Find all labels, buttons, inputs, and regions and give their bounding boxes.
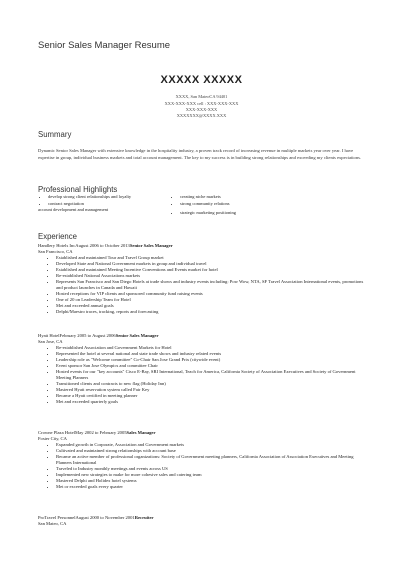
job-entry: [38, 430, 368, 490]
job-bullet: • Expanded growth in Corporate, Association and Government markets: [56, 442, 368, 448]
job-bullet: • Established and maintained Meeting Incentive Conventions and Events market for hotel: [56, 267, 368, 273]
job-bullet: • Traveled to Industry monthly meetings and events across US: [56, 466, 368, 472]
job-bullet: • Implemented new strategies to make for more cohesive sales and catering team: [56, 472, 368, 478]
skill-item: • creating niche markets: [180, 194, 310, 201]
job-bullet: • Mastered Hyatt reservation system called Fair Key: [56, 387, 368, 393]
contact-email[interactable]: XXXXXXX@XXXX.XXX: [176, 113, 227, 118]
job-bullet: • Leadership role as "Welcome committee" Co-Chair San Jose Grand Prix (citywide event): [56, 357, 368, 363]
experience-heading: Experience: [38, 232, 78, 241]
job-entry: [38, 333, 368, 405]
job-bullet: • Hosted receptions for VIP clients and sponsored community fund raising events: [56, 291, 368, 297]
job-company-dates: ProTravel PersonnelAugust 2000 to November 2001: [38, 515, 135, 520]
job-bullet: • Cultivated and maintained strong relationships with account base: [56, 448, 368, 454]
summary-heading: Summary: [38, 130, 72, 139]
job-entry: [38, 243, 368, 315]
document-title: Senior Sales Manager Resume: [38, 40, 171, 51]
skills-left-column: [38, 194, 168, 214]
job-bullet: • Re-established Association and Government Markets for Hotel: [56, 345, 368, 351]
job-bullet: • Met or exceeded goals every quarter: [56, 484, 368, 490]
job-role: Senior Sales Manager: [129, 243, 173, 248]
job-role: Senior Sales Manager: [115, 333, 159, 338]
job-company-dates: Crowne Plaza HotelMay 2002 to February 2005: [38, 430, 127, 435]
job-bullet: • Mastered Delphi and Holidex hotel systems: [56, 478, 368, 484]
job-bullet: • Represents San Francisco and San Diego Hotels at trade shows and industry events including: Pow Wow, NTA, SF Travel Association International events, promotions and product launches in Canada and Hawaii: [56, 279, 368, 291]
contact-address: XXXX, San MateoCA 94401: [175, 94, 228, 99]
job-entry: [38, 515, 368, 527]
skills-heading-highlight: Highlights: [83, 185, 118, 194]
job-bullet: • Re-established National Associations markets: [56, 273, 368, 279]
skills-right-column: [170, 194, 310, 217]
job-bullet: • Developed State and National Government markets in group and individual travel: [56, 261, 368, 267]
job-location: San Jose, CA: [38, 339, 63, 344]
candidate-name: XXXXX XXXXX: [160, 74, 243, 86]
skill-item: • contract negotiation: [48, 201, 168, 208]
job-bullet: • Became an active member of professional organizations: Society of Government meeting planners, California Association of Association Executives and Meeting Planners International: [56, 454, 368, 466]
summary-text: Dynamic Senior Sales Manager with extensive knowledge in the hospitality industry, a proven track record of increasing revenue in multiple markets year over year. I have expertise in group, individual business markets and total account management. The key to my success is in building strong relationships and exceeding my clients expectations.: [38, 148, 362, 160]
job-location: San Francisco, CA: [38, 249, 73, 254]
job-bullet: • Met and exceeded annual goals: [56, 303, 368, 309]
skill-item: account development and management: [38, 207, 109, 213]
job-role: Recruiter: [134, 515, 154, 520]
job-company-dates: Handlery Hotels IncAugust 2006 to October 2013: [38, 243, 130, 248]
skills-heading-prefix: Professional: [38, 185, 84, 194]
job-role: Sales Manager: [126, 430, 156, 435]
job-location: San Mateo, CA: [38, 521, 67, 526]
contact-phone: XXX-XXX-XXX cell : XXX-XXX-XXX: [164, 101, 239, 106]
skill-item: • develop strong client relationships and loyalty: [48, 194, 168, 201]
job-company-dates: Hyatt HotelFebruary 2005 to August 2006: [38, 333, 116, 338]
job-bullet: • Hosted events for our "key accounts" Cisco E-Bay, SRI International, Teach for America, California Society of Association Executives and Society of Government Meeting Planners: [56, 369, 368, 381]
job-bullet: • Transitioned clients and contracts to new flag (Holiday Inn): [56, 381, 368, 387]
contact-phone-2: XXX-XXX-XXX: [185, 107, 218, 112]
skill-item: • strategic marketing positioning: [180, 210, 310, 217]
job-bullet: • Established and maintained Tour and Travel Group market: [56, 255, 368, 261]
job-bullet: • Delphi/Maestro traces, tracking, reports and forecasting: [56, 309, 368, 315]
job-bullet: • Met and exceeded quarterly goals: [56, 399, 368, 405]
job-location: Foster City, CA: [38, 436, 67, 441]
job-bullet: • Became a Hyatt certified in meeting planner: [56, 393, 368, 399]
job-bullet: • Represented the hotel at several national and state trade shows and industry related events: [56, 351, 368, 357]
skill-item: • strong community relations: [180, 201, 310, 208]
job-bullet: • One of 20 on Leadership Team for Hotel: [56, 297, 368, 303]
skills-heading: [38, 185, 117, 194]
job-bullet: • Event sponsor San Jose Olympics and committee Chair: [56, 363, 368, 369]
